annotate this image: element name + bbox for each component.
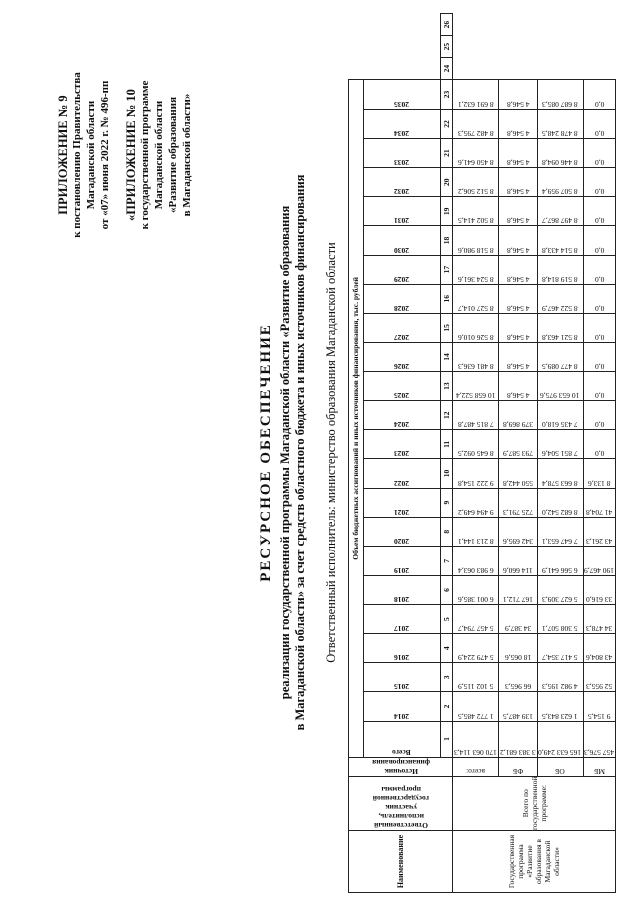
value-cell xyxy=(537,168,583,197)
col-header-year xyxy=(363,663,440,692)
value-text: 8 482 795,3 xyxy=(458,129,494,139)
value-text: 4 546,8 xyxy=(506,303,530,313)
appendix-line: к государственной программе xyxy=(139,80,151,230)
total-value: 165 633 249,0 xyxy=(538,747,582,757)
column-number: 16 xyxy=(440,284,453,313)
value-text: 5 457 794,7 xyxy=(458,624,494,634)
value-text: 8 477 089,5 xyxy=(542,362,578,372)
value-text: 167 712,1 xyxy=(502,595,533,605)
value-cell xyxy=(537,139,583,168)
value-cell xyxy=(583,109,615,138)
value-text: 1 623 843,5 xyxy=(542,711,578,721)
value-text: 5 479 224,9 xyxy=(458,653,494,663)
value-cell xyxy=(499,372,537,401)
value-text: 33 616,0 xyxy=(586,595,613,605)
value-cell xyxy=(499,342,537,371)
column-number: 4 xyxy=(440,634,453,663)
value-cell xyxy=(453,284,499,313)
value-text: 0,0 xyxy=(594,99,604,109)
col-header-year xyxy=(363,109,440,138)
value-text: 8 481 636,3 xyxy=(458,362,494,372)
value-text: 8 524 361,6 xyxy=(458,274,494,284)
value-cell xyxy=(537,342,583,371)
value-text: 0,0 xyxy=(594,303,604,313)
col-header-year xyxy=(363,226,440,255)
value-cell xyxy=(499,255,537,284)
value-text: 793 587,9 xyxy=(502,449,533,459)
value-text: 4 546,8 xyxy=(506,158,530,168)
value-text: 8 682 542,0 xyxy=(542,507,578,517)
column-number: 24 xyxy=(440,58,453,80)
resource-table xyxy=(348,13,616,893)
value-text: 8 478 248,5 xyxy=(542,129,578,139)
table-row xyxy=(499,14,537,893)
total-value: 3 383 681,2 xyxy=(500,747,536,757)
table-row xyxy=(453,14,499,893)
year-label: 2015 xyxy=(394,682,410,692)
column-number: 18 xyxy=(440,226,453,255)
year-label: 2026 xyxy=(394,362,410,372)
column-number: 9 xyxy=(440,488,453,517)
col-header-name: Наименование xyxy=(349,831,453,893)
year-label: 2027 xyxy=(394,332,410,342)
value-text: 6 983 063,4 xyxy=(458,565,494,575)
value-cell xyxy=(583,546,615,575)
value-text: 139 487,5 xyxy=(502,711,533,721)
appendix-line: к постановлению Правительства xyxy=(71,72,83,238)
value-cell xyxy=(499,197,537,226)
year-label: 2030 xyxy=(394,245,410,255)
value-text: 0,0 xyxy=(594,129,604,139)
value-text: 0,0 xyxy=(594,420,604,430)
source-cell xyxy=(537,757,583,776)
value-text: 52 955,3 xyxy=(586,682,613,692)
value-cell xyxy=(499,313,537,342)
value-text: 8 691 632,1 xyxy=(458,99,494,109)
document-subtitle xyxy=(278,0,308,905)
column-number: 13 xyxy=(440,372,453,401)
value-cell xyxy=(583,139,615,168)
value-cell xyxy=(583,80,615,110)
value-cell xyxy=(537,313,583,342)
column-number: 19 xyxy=(440,197,453,226)
year-label: 2031 xyxy=(394,216,410,226)
column-number: 22 xyxy=(440,109,453,138)
value-text: 4 546,8 xyxy=(506,245,530,255)
column-number: 5 xyxy=(440,605,453,634)
value-text: 66 965,3 xyxy=(504,682,532,692)
value-cell xyxy=(499,517,537,546)
column-number: 10 xyxy=(440,459,453,488)
value-text: 4 546,8 xyxy=(506,274,530,284)
total-cell xyxy=(499,721,537,757)
column-number: 1 xyxy=(440,721,453,757)
value-cell xyxy=(537,517,583,546)
value-cell xyxy=(453,546,499,575)
value-cell xyxy=(537,634,583,663)
value-cell xyxy=(499,488,537,517)
col-header-year xyxy=(363,139,440,168)
source-label: всего: xyxy=(466,766,486,776)
value-text: 9 222 154,8 xyxy=(458,478,494,488)
value-text: 114 660,6 xyxy=(503,565,533,575)
value-cell xyxy=(583,342,615,371)
value-text: 8 450 641,6 xyxy=(458,158,494,168)
value-cell xyxy=(583,401,615,430)
value-cell xyxy=(499,401,537,430)
value-cell xyxy=(453,226,499,255)
value-text: 8 512 506,2 xyxy=(458,187,494,197)
value-cell xyxy=(499,226,537,255)
value-cell xyxy=(453,634,499,663)
value-cell xyxy=(499,109,537,138)
value-cell xyxy=(499,139,537,168)
value-cell xyxy=(583,372,615,401)
value-cell xyxy=(499,605,537,634)
appendix-line: Магаданской области xyxy=(153,100,165,210)
value-cell xyxy=(537,226,583,255)
value-text: 8 519 814,8 xyxy=(542,274,578,284)
total-value: 170 063 114,3 xyxy=(454,747,498,757)
year-label: 2023 xyxy=(394,449,410,459)
column-number: 14 xyxy=(440,342,453,371)
value-text: 8 527 014,7 xyxy=(458,303,494,313)
col-header-year xyxy=(363,80,440,110)
value-text: 0,0 xyxy=(594,391,604,401)
program-name-cell: Государственная программа «Развитие образования в Магаданской области» xyxy=(453,831,616,893)
value-cell xyxy=(453,401,499,430)
column-number: 20 xyxy=(440,168,453,197)
year-label: 2035 xyxy=(394,99,410,109)
col-header-year xyxy=(363,168,440,197)
appendix-line: «Развитие образования xyxy=(167,96,179,214)
value-text: 8 497 867,7 xyxy=(542,216,578,226)
column-number: 12 xyxy=(440,401,453,430)
col-header-year xyxy=(363,255,440,284)
col-header-responsible: Ответственный исполнитель, участник государственной программы xyxy=(349,776,453,830)
value-text: 4 546,8 xyxy=(506,362,530,372)
value-cell xyxy=(583,226,615,255)
table-row xyxy=(583,14,615,893)
appendix-block xyxy=(56,5,194,305)
col-header-year xyxy=(363,634,440,663)
table-row xyxy=(537,14,583,893)
year-label: 2034 xyxy=(394,129,410,139)
value-cell xyxy=(537,459,583,488)
value-cell xyxy=(499,430,537,459)
value-text: 8 502 414,5 xyxy=(458,216,494,226)
value-text: 725 791,3 xyxy=(502,507,533,517)
value-text: 342 695,6 xyxy=(502,536,533,546)
year-label: 2022 xyxy=(394,478,410,488)
value-cell xyxy=(453,372,499,401)
year-label: 2032 xyxy=(394,187,410,197)
year-label: 2033 xyxy=(394,158,410,168)
value-text: 41 704,8 xyxy=(586,507,613,517)
value-cell xyxy=(537,372,583,401)
value-cell xyxy=(583,605,615,634)
year-label: 2014 xyxy=(394,711,410,721)
column-number: 7 xyxy=(440,546,453,575)
col-header-year xyxy=(363,546,440,575)
value-text: 9 494 649,2 xyxy=(458,507,494,517)
value-cell xyxy=(453,342,499,371)
value-text: 34 478,3 xyxy=(586,624,613,634)
value-text: 5 102 115,9 xyxy=(458,682,494,692)
value-text: 190 467,9 xyxy=(584,565,615,575)
value-cell xyxy=(537,109,583,138)
value-text: 4 546,8 xyxy=(506,332,530,342)
value-text: 0,0 xyxy=(594,362,604,372)
value-text: 6 001 385,6 xyxy=(458,595,494,605)
col-header-year xyxy=(363,430,440,459)
value-text: 5 627 309,3 xyxy=(542,595,578,605)
source-cell xyxy=(583,757,615,776)
col-header-year xyxy=(363,459,440,488)
value-cell xyxy=(537,488,583,517)
value-cell xyxy=(583,197,615,226)
year-label: 2020 xyxy=(394,536,410,546)
value-cell xyxy=(453,605,499,634)
value-cell xyxy=(499,80,537,110)
column-number: 6 xyxy=(440,575,453,604)
source-cell xyxy=(499,757,537,776)
subtitle-line-2: в Магаданской области» за счет средств областного бюджета и иных источников финансирования xyxy=(293,174,307,731)
col-header-year xyxy=(363,488,440,517)
value-text: 7 435 618,0 xyxy=(542,420,578,430)
value-cell xyxy=(583,663,615,692)
value-cell xyxy=(537,255,583,284)
document-title: РЕСУРСНОЕ ОБЕСПЕЧЕНИЕ xyxy=(258,323,274,582)
value-cell xyxy=(537,197,583,226)
year-label: 2017 xyxy=(394,624,410,634)
year-label: 2025 xyxy=(394,391,410,401)
value-cell xyxy=(453,430,499,459)
value-cell xyxy=(499,168,537,197)
value-cell xyxy=(537,575,583,604)
col-header-year xyxy=(363,313,440,342)
value-text: 8 687 085,3 xyxy=(542,99,578,109)
value-cell xyxy=(583,284,615,313)
total-cell xyxy=(537,721,583,757)
value-cell xyxy=(453,459,499,488)
col-header-year xyxy=(363,342,440,371)
value-cell xyxy=(453,255,499,284)
value-cell xyxy=(499,459,537,488)
column-number: 26 xyxy=(440,14,453,36)
value-cell xyxy=(499,546,537,575)
col-header-total xyxy=(363,721,440,757)
value-cell xyxy=(583,313,615,342)
value-cell xyxy=(453,80,499,110)
value-text: 379 869,8 xyxy=(502,420,533,430)
value-text: 43 804,6 xyxy=(586,653,613,663)
column-number: 17 xyxy=(440,255,453,284)
responsible-executor: Ответственный исполнитель: министерство образования Магаданской области xyxy=(324,242,338,663)
col-header-year xyxy=(363,284,440,313)
value-cell xyxy=(453,109,499,138)
value-cell xyxy=(453,197,499,226)
year-label: 2021 xyxy=(394,507,410,517)
program-responsible-cell: Всего по государственной программе: xyxy=(453,776,616,830)
value-text: 4 546,8 xyxy=(506,187,530,197)
col-header-year xyxy=(363,372,440,401)
value-text: 8 526 010,6 xyxy=(458,332,494,342)
value-cell xyxy=(453,168,499,197)
value-cell xyxy=(583,488,615,517)
col-header-year xyxy=(363,197,440,226)
column-number: 8 xyxy=(440,517,453,546)
value-cell xyxy=(499,575,537,604)
col-header-volume: Объем бюджетных ассигнований и иных источников финансирования, тыс. рублей xyxy=(349,80,364,757)
value-text: 7 815 487,8 xyxy=(458,420,494,430)
value-cell xyxy=(537,401,583,430)
value-text: 8 507 959,4 xyxy=(542,187,578,197)
value-cell xyxy=(499,634,537,663)
col-header-source: Источник финансирования xyxy=(349,757,453,776)
value-cell xyxy=(453,663,499,692)
value-cell xyxy=(537,546,583,575)
total-cell xyxy=(583,721,615,757)
value-cell xyxy=(537,80,583,110)
value-cell xyxy=(583,255,615,284)
value-cell xyxy=(583,692,615,721)
value-text: 550 442,8 xyxy=(502,478,533,488)
subtitle-line-1: реализации государственной программы Магаданской области «Развитие образования xyxy=(278,205,292,700)
value-text: 0,0 xyxy=(594,449,604,459)
value-text: 4 546,8 xyxy=(506,216,530,226)
value-text: 8 514 433,8 xyxy=(542,245,578,255)
value-text: 8 521 463,8 xyxy=(542,332,578,342)
year-label: 2016 xyxy=(394,653,410,663)
value-text: 8 213 144,1 xyxy=(458,536,494,546)
column-number: 2 xyxy=(440,692,453,721)
value-text: 0,0 xyxy=(594,216,604,226)
value-text: 1 772 485,5 xyxy=(458,711,494,721)
year-label: 2018 xyxy=(394,595,410,605)
value-text: 0,0 xyxy=(594,187,604,197)
appendix-line: «ПРИЛОЖЕНИЕ № 10 xyxy=(124,89,138,221)
value-text: 8 446 094,8 xyxy=(542,158,578,168)
column-number: 23 xyxy=(440,80,453,110)
value-text: 4 546,8 xyxy=(506,99,530,109)
value-cell xyxy=(499,663,537,692)
column-number: 3 xyxy=(440,663,453,692)
year-label: 2029 xyxy=(394,274,410,284)
column-number: 21 xyxy=(440,139,453,168)
value-text: 4 546,8 xyxy=(506,129,530,139)
col-header-year xyxy=(363,575,440,604)
value-cell xyxy=(537,663,583,692)
value-text: 0,0 xyxy=(594,274,604,284)
value-text: 8 518 980,6 xyxy=(458,245,494,255)
value-text: 8 645 092,5 xyxy=(458,449,494,459)
year-label: 2019 xyxy=(394,565,410,575)
value-text: 5 417 354,7 xyxy=(542,653,578,663)
value-text: 43 261,3 xyxy=(586,536,613,546)
appendix-line: Магаданской области xyxy=(85,100,97,210)
value-text: 6 566 641,9 xyxy=(542,565,578,575)
source-label: ФБ xyxy=(512,766,523,776)
value-cell xyxy=(583,168,615,197)
value-cell xyxy=(537,284,583,313)
value-text: 8 522 467,9 xyxy=(542,303,578,313)
col-header-year xyxy=(363,517,440,546)
value-cell xyxy=(499,692,537,721)
appendix-line: ПРИЛОЖЕНИЕ № 9 xyxy=(56,95,70,215)
value-text: 0,0 xyxy=(594,332,604,342)
value-cell xyxy=(453,488,499,517)
year-label: 2024 xyxy=(394,420,410,430)
value-cell xyxy=(583,459,615,488)
col-header-year xyxy=(363,605,440,634)
value-cell xyxy=(453,313,499,342)
value-text: 7 647 653,1 xyxy=(542,536,578,546)
appendix-line: в Магаданской области» xyxy=(181,93,193,217)
value-cell xyxy=(583,517,615,546)
value-text: 34 387,9 xyxy=(504,624,532,634)
value-cell xyxy=(583,430,615,459)
value-cell xyxy=(453,575,499,604)
value-cell xyxy=(499,284,537,313)
value-text: 0,0 xyxy=(594,245,604,255)
value-cell xyxy=(583,575,615,604)
column-number: 15 xyxy=(440,313,453,342)
value-cell xyxy=(537,692,583,721)
appendix-line: от «07» июня 2022 г. № 496-пп xyxy=(99,80,111,230)
value-cell xyxy=(453,517,499,546)
value-cell xyxy=(537,430,583,459)
col-header-year xyxy=(363,692,440,721)
total-cell xyxy=(453,721,499,757)
value-cell xyxy=(453,139,499,168)
value-text: 8 133,6 xyxy=(588,478,611,488)
value-text: 10 658 522,4 xyxy=(456,391,496,401)
source-label: МБ xyxy=(593,766,605,776)
value-text: 0,0 xyxy=(594,158,604,168)
year-label: 2028 xyxy=(394,303,410,313)
value-text: 10 653 975,6 xyxy=(540,391,580,401)
col-header-year xyxy=(363,401,440,430)
column-number: 11 xyxy=(440,430,453,459)
value-text: 18 065,6 xyxy=(504,653,532,663)
value-cell xyxy=(453,692,499,721)
value-text: 4 982 195,3 xyxy=(542,682,578,692)
value-text: 5 308 507,1 xyxy=(542,624,578,634)
value-text: 7 851 504,6 xyxy=(542,449,578,459)
value-cell xyxy=(583,634,615,663)
source-label: ОБ xyxy=(555,766,565,776)
column-number: 25 xyxy=(440,36,453,58)
value-text: 8 663 578,4 xyxy=(542,478,578,488)
source-cell xyxy=(453,757,499,776)
total-value: 457 576,3 xyxy=(584,747,615,757)
value-cell xyxy=(537,605,583,634)
value-text: 9 154,5 xyxy=(588,711,611,721)
value-text: 4 546,8 xyxy=(506,391,530,401)
col-header-total-label: Всего xyxy=(392,747,412,757)
